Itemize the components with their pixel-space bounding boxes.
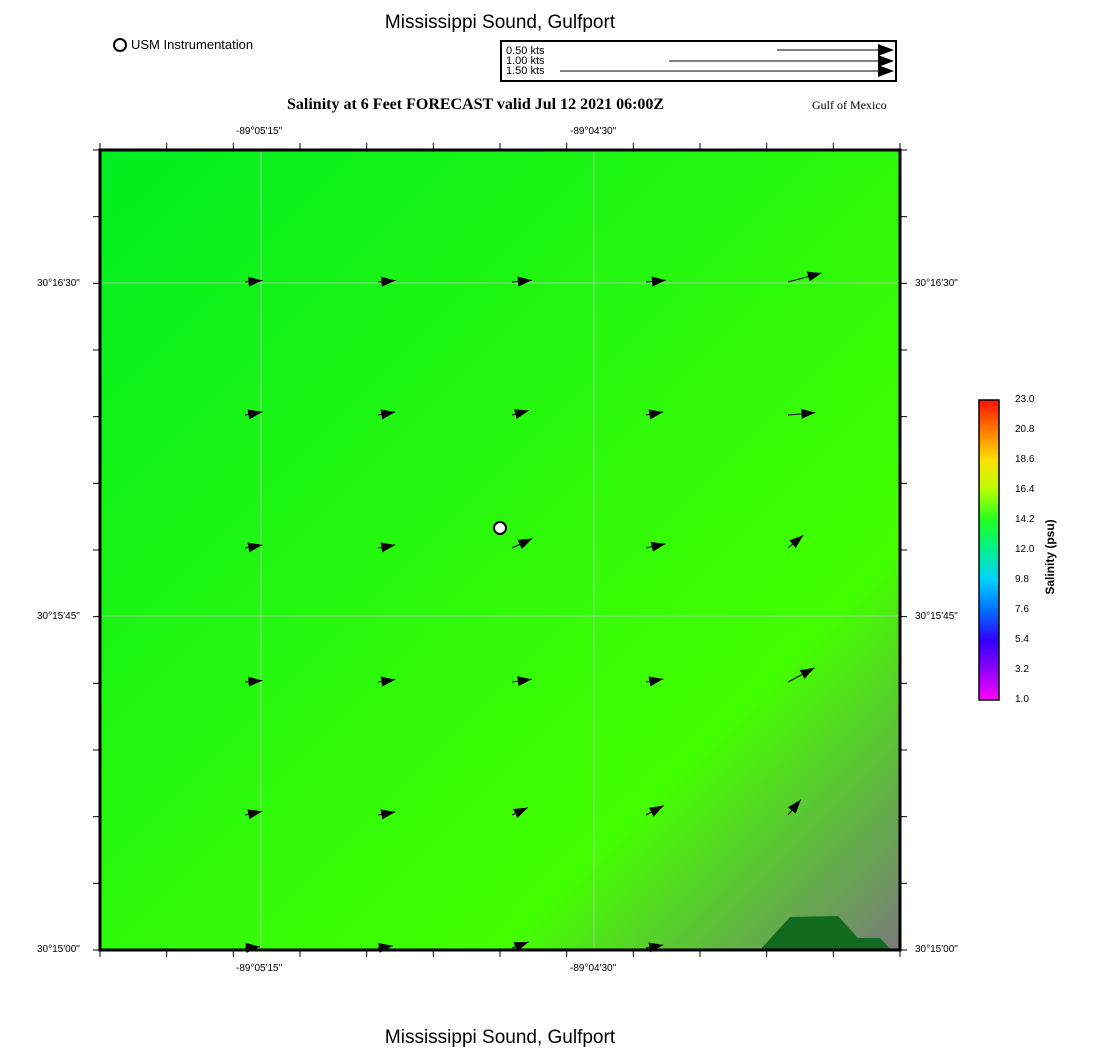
y-tick-right-1: 30°16'30" — [915, 278, 958, 289]
scale-arrows — [502, 42, 895, 80]
colorbar-tick-label: 5.4 — [1015, 634, 1029, 645]
y-tick-left-1: 30°16'30" — [37, 278, 80, 289]
colorbar-tick-label: 18.6 — [1015, 454, 1035, 465]
colorbar-tick-label: 3.2 — [1015, 664, 1029, 675]
station-legend-label: USM Instrumentation — [131, 37, 254, 52]
vector-scale-legend — [500, 40, 897, 82]
scale-arrow-3-icon — [560, 65, 894, 77]
y-tick-right-3: 30°15'00" — [915, 944, 958, 955]
colorbar — [975, 395, 1005, 707]
colorbar-tick-label: 23.0 — [1015, 394, 1035, 405]
usm-station-marker[interactable] — [494, 522, 506, 534]
colorbar-tick-label: 14.2 — [1015, 514, 1035, 525]
colorbar-tick-label: 16.4 — [1015, 484, 1035, 495]
salinity-field — [100, 150, 900, 950]
scale-arrow-1-icon — [777, 44, 894, 56]
region-label: Gulf of Mexico — [812, 98, 887, 112]
colorbar-title: Salinity (psu) — [1043, 519, 1057, 595]
colorbar-tick-label: 7.6 — [1015, 604, 1029, 615]
x-tick-bottom-1: -89°05'15" — [236, 963, 283, 974]
salinity-map[interactable] — [90, 140, 915, 960]
scale-label-3: 1.50 kts — [506, 65, 545, 77]
y-tick-right-2: 30°15'45" — [915, 611, 958, 622]
x-tick-bottom-2: -89°04'30" — [570, 963, 617, 974]
colorbar-tick-label: 12.0 — [1015, 544, 1035, 555]
colorbar-scale — [979, 400, 999, 700]
scale-label-1: 0.50 kts — [506, 45, 545, 57]
map-subtitle: Salinity at 6 Feet FORECAST valid Jul 12 2021 06:00Z — [287, 96, 665, 113]
scale-label-2: 1.00 kts — [506, 55, 545, 67]
station-legend — [113, 37, 253, 52]
station-marker-icon — [113, 38, 127, 52]
colorbar-tick-label: 1.0 — [1015, 694, 1029, 705]
colorbar-tick-label: 20.8 — [1015, 424, 1035, 435]
scale-arrow-2-icon — [669, 55, 894, 67]
footer-title: Mississippi Sound, Gulfport — [384, 1027, 616, 1048]
y-tick-left-3: 30°15'00" — [37, 944, 80, 955]
y-tick-left-2: 30°15'45" — [37, 611, 80, 622]
map-title: Mississippi Sound, Gulfport — [384, 12, 616, 33]
x-tick-top-1: -89°05'15" — [236, 126, 283, 137]
x-tick-top-2: -89°04'30" — [570, 126, 617, 137]
colorbar-tick-label: 9.8 — [1015, 574, 1029, 585]
